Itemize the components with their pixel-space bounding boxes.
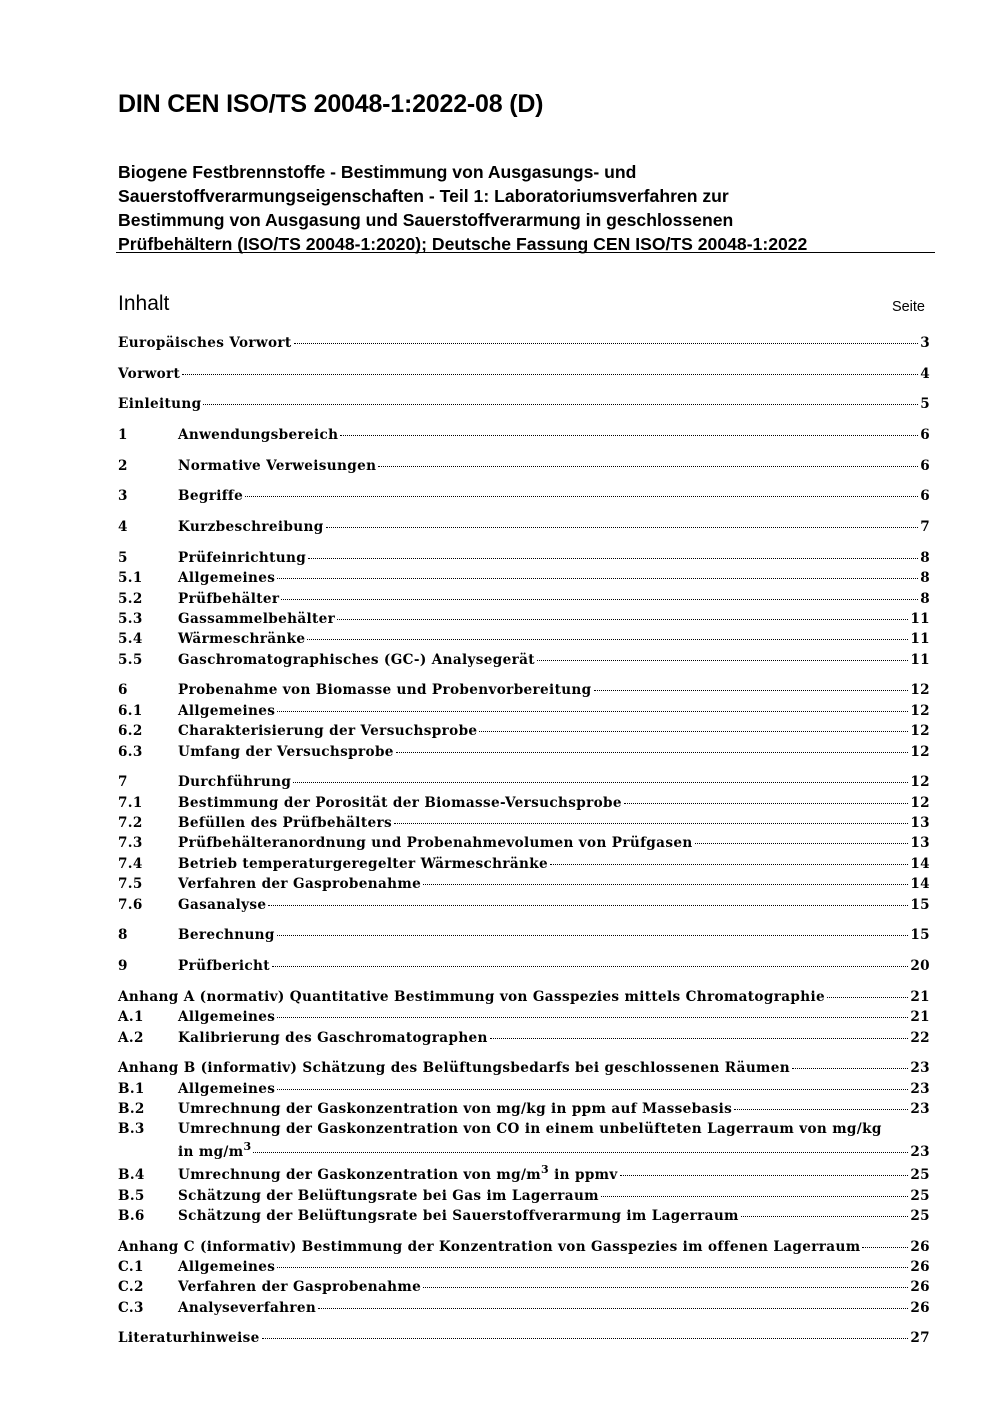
toc-entry-label: Durchführung [178,774,292,791]
toc-entry-label: Kalibrierung des Gaschromatographen [178,1029,488,1046]
toc-entry-page: 23 [910,1100,930,1117]
toc-entry-number: 5.4 [118,631,143,648]
toc-entry-label: Verfahren der Gasprobenahme [178,1279,422,1296]
toc-leader [594,690,909,691]
toc-entry-number: 3 [118,488,128,505]
toc-entry-page: 13 [910,835,930,852]
toc-entry-label: Umrechnung der Gaskonzentration von mg/kg in ppm auf Massebasis [178,1100,733,1117]
toc-entry-label: Allgemeines [178,570,276,587]
toc-entry-number: C.2 [118,1279,144,1296]
toc-entry-page: 12 [910,723,930,740]
toc-entry-page: 12 [910,743,930,760]
toc-entry[interactable] [118,742,930,762]
toc-leader [620,1175,909,1176]
toc-entry-label: Gaschromatographisches (GC-) Analysegerät [178,651,535,668]
toc-heading: Inhalt [118,292,170,315]
subtitle-line: Sauerstoffverarmungseigenschaften - Teil 1: Laboratoriumsverfahren zur [118,186,729,206]
toc-entry-number: 6.3 [118,743,143,760]
toc-entry[interactable] [118,833,930,853]
toc-leader [423,884,908,885]
toc-entry-number: 7.2 [118,815,143,832]
toc-entry-page: 5 [920,396,930,413]
toc-entry-label: Europäisches Vorwort [118,335,292,351]
toc-entry-label: Gasanalyse [178,896,267,913]
toc-leader [537,660,908,661]
toc-entry-page: 21 [910,988,930,1005]
toc-entry[interactable] [118,987,930,1007]
toc-entry-page: 25 [910,1167,930,1184]
toc-entry-page: 6 [920,427,930,444]
toc-entry-label: Probenahme von Biomasse und Probenvorbereitung [178,682,592,699]
toc-entry-label: Befüllen des Prüfbehälters [178,815,392,832]
toc-entry-page: 13 [910,815,930,832]
toc-entry-label: Gassammelbehälter [178,610,336,627]
toc-entry-number: A.2 [118,1029,144,1046]
toc-entry[interactable] [118,568,930,588]
toc-leader [423,1287,908,1288]
toc-leader [741,1216,909,1217]
toc-entry-label: Umfang der Versuchsprobe [178,743,394,760]
toc-leader [862,1247,908,1248]
subtitle-line: Biogene Festbrennstoffe - Bestimmung von Ausgasungs- und [118,162,637,182]
toc-entry-page: 27 [910,1330,930,1347]
toc-entry-page: 26 [910,1299,930,1316]
toc-leader [268,905,908,906]
toc-entry-page: 12 [910,682,930,699]
toc-entry[interactable] [118,394,930,414]
toc-leader [182,374,918,375]
toc-entry-page: 3 [920,335,930,351]
toc-entry-number: 8 [118,927,128,944]
toc-entry-page: 6 [920,457,930,474]
toc-leader [308,558,918,559]
toc-leader [792,1068,908,1069]
toc-entry[interactable] [118,1257,930,1277]
toc-entry-page: 20 [910,958,930,975]
toc-entry-label: Prüfeinrichtung [178,549,307,566]
toc-page-column-label: Seite [891,299,925,315]
toc-entry-number: 5 [118,549,128,566]
toc-entry[interactable] [118,1007,930,1027]
toc-entry[interactable] [118,1277,930,1297]
toc-entry[interactable] [118,364,930,384]
toc-entry-number: 7.5 [118,876,143,893]
toc-entry-label: Begriffe [178,488,244,505]
toc-entry-page: 23 [910,1143,930,1160]
toc-entry-number: B.1 [118,1080,145,1097]
toc-entry-page: 26 [910,1259,930,1275]
toc-entry-page: 11 [910,610,930,627]
toc-leader [396,752,909,753]
toc-entry-page: 4 [920,365,930,382]
toc-leader [277,1089,908,1090]
toc-entry[interactable] [118,854,930,874]
toc-leader [340,435,918,436]
toc-entry-label: Anhang C (informativ) Bestimmung der Konzentration von Gasspezies im offenen Lagerraum [118,1238,861,1255]
toc-entry-page: 23 [910,1080,930,1097]
subtitle-line: Bestimmung von Ausgasung und Sauerstoffverarmung in geschlossenen [118,210,734,230]
toc-entry-number: 7.1 [118,794,143,811]
toc-entry-label: Schätzung der Belüftungsrate bei Sauerstoffverarmung im Lagerraum [178,1207,739,1224]
toc-entry-number: C.1 [118,1259,144,1275]
toc-entry-label: Wärmeschränke [178,631,306,648]
toc-entry-number: 7.6 [118,896,143,913]
toc-entry-number: C.3 [118,1299,144,1316]
toc-leader [277,711,908,712]
toc-leader [326,527,919,528]
toc-leader [734,1109,908,1110]
toc-entry-number: 4 [118,519,128,536]
toc-entry[interactable] [118,650,930,670]
toc-entry[interactable] [118,1099,930,1119]
document-title: DIN CEN ISO/TS 20048-1:2022-08 (D) [118,90,544,118]
toc-entry-page: 25 [910,1187,930,1204]
toc-leader [827,997,908,998]
toc-entry-number: 5.5 [118,651,143,668]
toc-entry-label: Vorwort [118,365,181,382]
toc-entry-page: 14 [910,855,930,872]
toc-entry-label: Prüfbericht [178,958,270,975]
title-divider [116,252,935,253]
toc-entry[interactable] [118,680,930,700]
toc-entry-page: 26 [910,1279,930,1296]
toc-entry-number: 6 [118,682,128,699]
toc-entry-page: 11 [910,631,930,648]
toc-entry-number: 5.3 [118,610,143,627]
toc-entry-number: 9 [118,958,128,975]
toc-entry[interactable] [118,956,930,976]
toc-leader [490,1038,909,1039]
toc-entry-label-continued: in $mg/m^3$ [178,1139,252,1160]
toc-entry-page: 15 [910,927,930,944]
toc-entry[interactable] [118,874,930,894]
toc-leader [281,599,918,600]
toc-entry-label: Anhang B (informativ) Schätzung des Belüftungsbedarfs bei geschlossenen Räumen [118,1060,791,1077]
toc-entry-number: 7.3 [118,835,143,852]
toc-entry-number: 6.1 [118,702,143,719]
toc-entry-page: 6 [920,488,930,505]
toc-leader [394,823,908,824]
toc-entry-page: 11 [910,651,930,668]
toc-entry[interactable] [118,1119,930,1165]
toc-entry[interactable] [118,925,930,945]
toc-entry-label: Normative Verweisungen [178,457,377,474]
toc-entry-number: B.2 [118,1100,145,1117]
toc-entry-number: B.6 [118,1207,145,1224]
toc-entry-label: Anhang A (normativ) Quantitative Bestimmung von Gasspezies mittels Chromatographie [118,988,825,1005]
toc-entry-page: 23 [910,1060,930,1077]
toc-entry[interactable] [118,772,930,792]
toc-entry[interactable] [118,895,930,915]
toc-entry-label: Bestimmung der Porosität der Biomasse-Versuchsprobe [178,794,622,811]
toc-entry[interactable] [118,333,930,353]
toc-entry-page: 12 [910,794,930,811]
toc-leader [479,731,908,732]
toc-entry-page: 8 [920,549,930,566]
toc-entry-number: A.1 [118,1009,144,1026]
toc-entry[interactable] [118,1079,930,1099]
toc-entry-page: 8 [920,590,930,607]
toc-entry-number: 7 [118,774,128,791]
toc-entry-number: B.5 [118,1187,145,1204]
toc-entry[interactable] [118,721,930,741]
toc-entry-page: 15 [910,896,930,913]
toc-entry-page: 26 [910,1238,930,1255]
toc-leader [601,1196,908,1197]
toc-entry-label: Prüfbehälter [178,590,280,607]
toc-entry-page: 21 [910,1009,930,1026]
toc-entry-label: Allgemeines [178,1080,276,1097]
toc-leader [378,466,918,467]
toc-entry[interactable] [118,517,930,537]
toc-entry[interactable] [118,1298,930,1318]
toc-entry-label: Literaturhinweise [118,1330,260,1347]
toc-entry[interactable] [118,589,930,609]
toc-leader [695,843,909,844]
toc-entry-page: 22 [910,1029,930,1046]
subtitle-line: Prüfbehältern (ISO/TS 20048-1:2020); Deutsche Fassung CEN ISO/TS 20048-1:2022 [118,234,808,254]
toc-entry-label: Verfahren der Gasprobenahme [178,876,422,893]
document-subtitle [118,160,933,256]
toc-entry-number: 2 [118,457,128,474]
toc-leader [294,343,919,344]
toc-entry[interactable] [118,1165,930,1185]
toc-entry[interactable] [118,548,930,568]
toc-leader [550,864,908,865]
toc-entry-number: 7.4 [118,855,143,872]
toc-entry[interactable] [118,1206,930,1226]
toc-entry-number: B.4 [118,1167,145,1184]
toc-entry-label: Berechnung [178,927,275,944]
toc-entry-label: Schätzung der Belüftungsrate bei Gas im Lagerraum [178,1187,599,1204]
toc-entry[interactable] [118,486,930,506]
toc-entry-label: Allgemeines [178,1259,276,1275]
toc-entry[interactable] [118,1237,930,1257]
toc-entry[interactable] [118,1028,930,1048]
toc-leader [272,966,908,967]
toc-leader [262,1338,909,1339]
toc-entry-page: 7 [920,519,930,536]
toc-leader [337,619,908,620]
toc-entry-label: Umrechnung der Gaskonzentration von CO in einem unbelüfteten Lagerraum von mg/kg [178,1121,882,1138]
toc-entry-label: Einleitung [118,396,202,413]
toc-entry-number: B.3 [118,1121,145,1138]
toc-entry-page: 8 [920,570,930,587]
toc-entry-number: 1 [118,427,128,444]
toc-leader [245,496,918,497]
toc-leader [307,639,908,640]
toc-entry-label: Allgemeines [178,702,276,719]
toc-entry-label: Anwendungsbereich [178,427,339,444]
toc-entry-label: Betrieb temperaturgeregelter Wärmeschränke [178,855,549,872]
toc-leader [293,782,908,783]
toc-entry-label: Allgemeines [178,1009,276,1026]
toc-entry[interactable] [118,425,930,445]
toc-entry[interactable] [118,793,930,813]
toc-entry-page: 12 [910,702,930,719]
toc-entry[interactable] [118,1328,930,1348]
toc-leader [277,1267,908,1268]
toc-entry-label: Prüfbehälteranordnung und Probenahmevolumen von Prüfgasen [178,835,693,852]
toc-entry[interactable] [118,629,930,649]
toc-entry[interactable] [118,701,930,721]
toc-leader [277,1017,908,1018]
toc-entry[interactable] [118,456,930,476]
toc-entry-label: Kurzbeschreibung [178,519,324,536]
toc-entry[interactable] [118,1186,930,1206]
toc-entry[interactable] [118,813,930,833]
toc-leader [253,1152,908,1153]
toc-leader [203,404,918,405]
toc-entry-page: 12 [910,774,930,791]
toc-entry-label: Umrechnung der Gaskonzentration von $mg/m^3$ in ppmv [178,1163,618,1184]
toc-entry-page: 14 [910,876,930,893]
toc-entry-number: 5.1 [118,570,143,587]
table-of-contents [118,333,930,1349]
toc-entry-number: 5.2 [118,590,143,607]
toc-entry-page: 25 [910,1207,930,1224]
toc-entry-label: Analyseverfahren [178,1299,317,1316]
toc-leader [318,1308,908,1309]
toc-leader [277,935,909,936]
toc-leader [277,578,918,579]
toc-entry-label: Charakterisierung der Versuchsprobe [178,723,478,740]
toc-entry[interactable] [118,609,930,629]
toc-entry[interactable] [118,1058,930,1078]
toc-entry-number: 6.2 [118,723,143,740]
toc-leader [624,803,908,804]
